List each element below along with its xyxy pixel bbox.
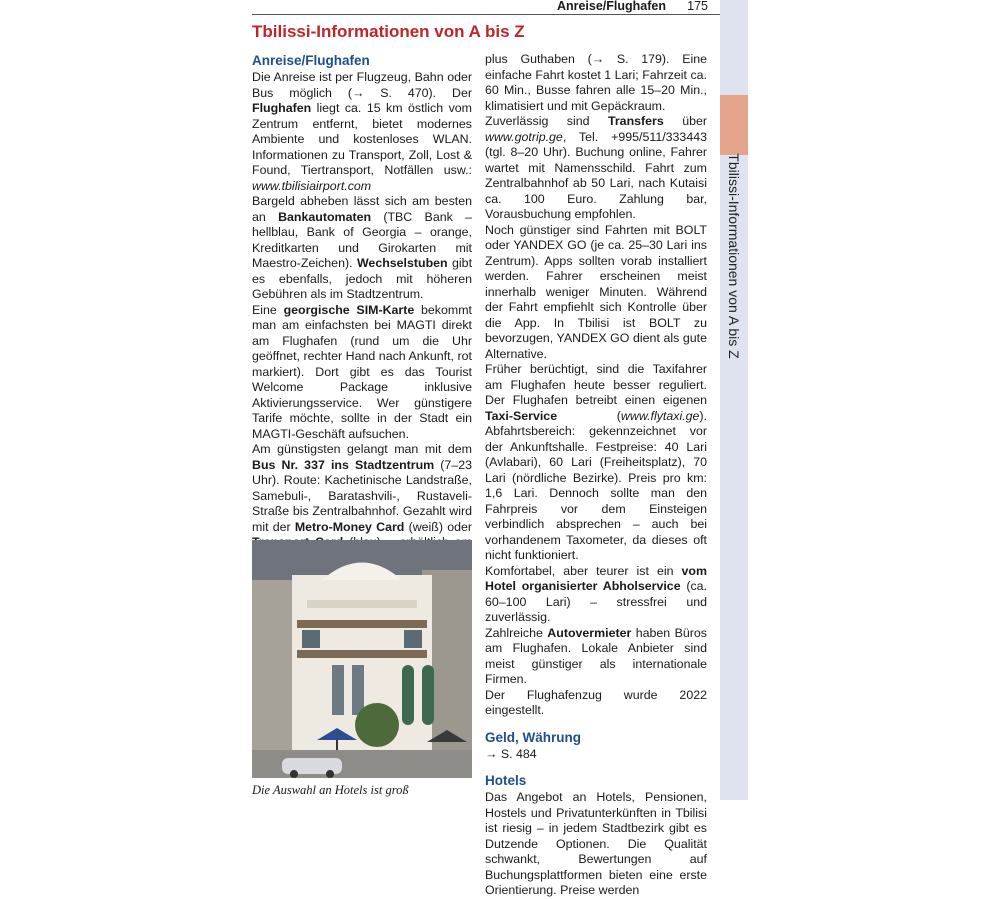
running-head-title: Anreise/Flughafen (556, 0, 666, 13)
paragraph: Der Flughafenzug wurde 2022 eingestellt. (485, 687, 707, 717)
paragraph: Zahlreiche Autovermieter haben Büros am Flughafen. Lokale Anbieter sind meist günstiger als internationale Firmen. (485, 625, 708, 686)
paragraph: Das Angebot an Hotels, Pensionen, Hostels und Privatunterkünften in Tbilisi ist riesig – in jedem Stadtbezirk gibt es Dutzende Optionen. Die Qualität schwankt, Bewertungen auf Buchungsplattformen bieten eine erste Orientierung. Preise werden (485, 790, 707, 897)
left-column (252, 52, 472, 582)
right-column (485, 52, 707, 899)
page-number: 175 (687, 0, 708, 13)
hotel-building-illustration (252, 540, 472, 778)
airport-link[interactable]: www.tbilisiairport.com (252, 178, 372, 193)
paragraph: Komfortabel, aber teurer ist ein vom Hotel organisierter Abholservice (ca. 60–100 Lari) – stressfrei und zuverlässig. (485, 563, 707, 624)
hotel-photo (252, 540, 472, 778)
cross-reference: → S. 484 (485, 746, 537, 761)
running-head (252, 0, 720, 15)
paragraph: Eine georgische SIM-Karte bekommt man am einfachsten bei MAGTI direkt am Flughafen (rund um die Uhr geöffnet, rechter Hand nach Ankunft, rot markiert). Dort gibt es das Tourist Welcome Package inklusive Aktivierungsservice. Wer günstigere Tarife möchte, sollte in der Stadt ein MAGTI-Geschäft aufsuchen. (252, 302, 472, 441)
section-tab-marker (720, 95, 748, 155)
paragraph: Noch günstiger sind Fahrten mit BOLT oder YANDEX GO (je ca. 25–30 Lari ins Zentrum). Apps sollten vorab installiert werden. Fahrer erscheinen meist innerhalb weniger Minuten. Während der Fahrt empfiehlt sich Kontrolle über die App. In Tbilisi ist BOLT zu bevorzugen, YANDEX GO dient als gute Alternative. (485, 222, 707, 361)
section-heading-hotels: Hotels (485, 773, 527, 788)
paragraph: plus Guthaben (→ S. 179). Eine einfache Fahrt kostet 1 Lari; Fahrzeit ca. 60 Min., Busse fahren alle 15–20 Min., klimatisiert und mit Gepäckraum. (485, 52, 707, 113)
side-tab-label: Tbilissi-Informationen von A bis Z (726, 153, 742, 359)
paragraph: Zuverlässig sind Transfers über www.gotrip.ge, Tel. +995/511/333443 (tgl. 8–20 Uhr). Buchung online, Fahrer wartet mit Namensschild. Fahrt zum Zentralbahnhof ab 50 Lari, nach Kutaisi ca. 100 Euro. Zahlung bar, Vorausbuchung empfohlen. (485, 114, 708, 221)
section-heading-geld: Geld, Währung (485, 729, 581, 745)
section-heading-anreise: Anreise/Flughafen (252, 53, 370, 68)
paragraph: Am günstigsten gelangt man mit dem Bus Nr. 337 ins Stadtzentrum (7–23 Uhr). Route: Kachetinische Landstraße, Samebuli-, Baratashvili-, Rustaveli-Straße bis Zentralbahnhof. Gezahlt wird mit der Metro-Money Card (weiß) oder (252, 442, 473, 534)
paragraph: Die Anreise ist per Flugzeug, Bahn oder Bus möglich (→ S. 470). Der Flughafen liegt ca. 15 km östlich vom Zentrum entfernt, bietet modernes Ambiente und kostenloses WLAN. Informationen zu Transport, Zoll, Lost & Found, Tiertransport, Notfällen usw.: www.tbilisiairport.com (252, 70, 472, 193)
gotrip-link[interactable]: www.gotrip.ge (485, 129, 563, 144)
photo-caption: Die Auswahl an Hotels ist groß (252, 783, 409, 797)
paragraph: Früher berüchtigt, sind die Taxifahrer am Flughafen heute besser reguliert. Der Flughafen betreibt einen eigenen Taxi-Service (www.flytaxi.ge). Abfahrtsbereich: gekennzeichnet vor der Ankunftshalle. Festpreise: 40 Lari (Avlabari), 60 Lari (Freiheitsplatz), 70 Lari (nördliche Bezirke). Preis pro km: 1,6 Lari. Dennoch sollte man den Fahrpreis vor dem Einsteigen verbindlich absprechen – auch bei vorhandenem Taxometer, da dieses oft nicht funktioniert. (485, 362, 707, 562)
paragraph: Bargeld abheben lässt sich am besten an Bankautomaten (TBC Bank – hellblau, Bank of Georgia – orange, Kreditkarten und Girokarten mit Maestro-Zeichen). Wechselstuben gibt es ebenfalls, jedoch mit höheren Gebühren als im Stadtzentrum. (252, 194, 473, 301)
chapter-title: Tbilissi-Informationen von A bis Z (252, 22, 525, 41)
flytaxi-link[interactable]: www.flytaxi.ge (620, 408, 700, 423)
